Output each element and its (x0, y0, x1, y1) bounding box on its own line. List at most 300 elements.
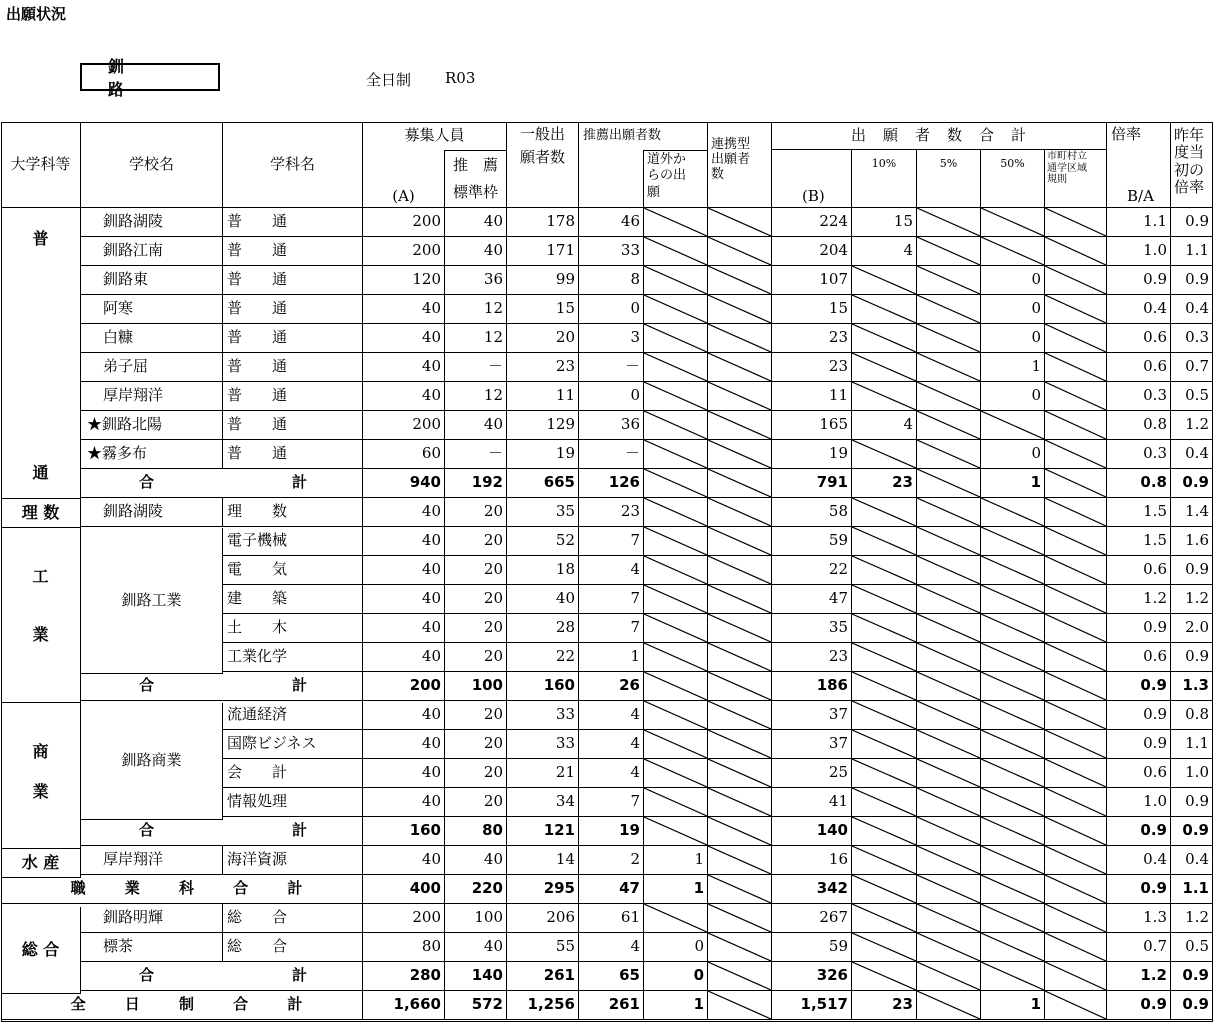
diagonal-slash (917, 266, 980, 294)
cell-p50 (981, 962, 1045, 991)
cell-ratio: 0.3 (1107, 382, 1171, 411)
cell-prev: 1.2 (1171, 904, 1213, 933)
cell-general: 295 (507, 875, 579, 904)
cell-total: 224 (772, 208, 852, 237)
cell-ratio: 0.9 (1107, 266, 1171, 295)
diagonal-slash (644, 237, 707, 265)
cell-total: 15 (772, 295, 852, 324)
cell-general: 21 (507, 759, 579, 788)
row-label-char: 科 (178, 879, 194, 898)
cell-p50: 0 (981, 295, 1045, 324)
cell-muni (1045, 759, 1107, 788)
cell-ratio: 1.2 (1107, 962, 1171, 991)
cell-ratio: 0.4 (1107, 846, 1171, 875)
diagonal-slash (852, 962, 916, 990)
header-general (507, 122, 579, 208)
diagonal-slash (1045, 759, 1106, 787)
cell-p10 (852, 643, 917, 672)
cell-sapp: 4 (579, 759, 644, 788)
cell-renkei (708, 266, 772, 295)
diagonal-slash (644, 440, 707, 468)
diagonal-slash (708, 585, 771, 613)
cell-general: 261 (507, 962, 579, 991)
cell-p5 (917, 875, 981, 904)
diagonal-slash (981, 556, 1044, 584)
diagonal-slash (708, 730, 771, 758)
cell-recruit: 400 (363, 875, 445, 904)
header-school: 学校名 (81, 122, 223, 208)
cell-p5 (917, 208, 981, 237)
cell-general: 33 (507, 730, 579, 759)
cell-ratio: 0.9 (1107, 991, 1171, 1020)
cell-p10: 4 (852, 411, 917, 440)
dept-name: 建 築 (223, 585, 363, 614)
cell-p5 (917, 527, 981, 556)
cell-p50 (981, 411, 1045, 440)
cell-recruit: 120 (363, 266, 445, 295)
cell-muni (1045, 440, 1107, 469)
cell-muni (1045, 527, 1107, 556)
cell-p5 (917, 469, 981, 498)
cell-sapp: 47 (579, 875, 644, 904)
cell-total: 326 (772, 962, 852, 991)
cell-total: 37 (772, 730, 852, 759)
cell-sapp: 4 (579, 556, 644, 585)
cell-p10 (852, 759, 917, 788)
diagonal-slash (708, 411, 771, 439)
cell-muni (1045, 208, 1107, 237)
cell-total: 204 (772, 237, 852, 266)
row-label (81, 962, 363, 991)
cell-ratio: 1.5 (1107, 527, 1171, 556)
diagonal-slash (1045, 527, 1106, 555)
row-label-char: 合 (233, 879, 249, 898)
diagonal-slash (708, 962, 771, 990)
cell-p5 (917, 962, 981, 991)
diagonal-slash (852, 614, 916, 642)
diagonal-slash (708, 991, 771, 1019)
cell-suisen: 80 (445, 817, 507, 846)
cell-general: 160 (507, 672, 579, 701)
cell-prev: 2.0 (1171, 614, 1213, 643)
diagonal-slash (708, 817, 771, 845)
cell-recruit: 1,660 (363, 991, 445, 1020)
diagonal-slash (917, 730, 980, 758)
diagonal-slash (917, 556, 980, 584)
category-shogyo-2: 業 (32, 782, 49, 802)
diagonal-slash (981, 208, 1044, 236)
diagonal-slash (644, 701, 707, 729)
diagonal-slash (852, 730, 916, 758)
dept-name: 普 通 (223, 411, 363, 440)
cell-general: 52 (507, 527, 579, 556)
cell-general: 171 (507, 237, 579, 266)
cell-renkei (708, 962, 772, 991)
cell-recruit: 200 (363, 672, 445, 701)
cell-suisen: 100 (445, 904, 507, 933)
header-renkei-2: 出願者 (711, 151, 751, 167)
cell-outside: 1 (644, 846, 708, 875)
diagonal-slash (644, 324, 707, 352)
header-outside (644, 150, 708, 208)
cell-recruit: 40 (363, 382, 445, 411)
diagonal-slash (644, 585, 707, 613)
diagonal-slash (644, 556, 707, 584)
header-prev-3: 初の (1174, 160, 1205, 179)
cell-renkei (708, 643, 772, 672)
cell-sapp: 36 (579, 411, 644, 440)
diagonal-slash (1045, 933, 1106, 961)
diagonal-slash (708, 527, 771, 555)
diagonal-slash (1045, 498, 1106, 526)
cell-p10: 23 (852, 991, 917, 1020)
cell-p5 (917, 440, 981, 469)
diagonal-slash (1045, 324, 1106, 352)
cell-ratio: 1.2 (1107, 585, 1171, 614)
diagonal-slash (708, 846, 771, 874)
cell-total: 59 (772, 933, 852, 962)
cell-prev: 1.6 (1171, 527, 1213, 556)
diagonal-slash (708, 643, 771, 671)
cell-ratio: 1.5 (1107, 498, 1171, 527)
row-label-char: 合 (139, 676, 155, 695)
cell-outside: 1 (644, 875, 708, 904)
cell-sapp: 46 (579, 208, 644, 237)
cell-recruit: 160 (363, 817, 445, 846)
cell-sapp: 23 (579, 498, 644, 527)
cell-prev: 0.9 (1171, 556, 1213, 585)
cell-renkei (708, 817, 772, 846)
cell-recruit: 40 (363, 556, 445, 585)
school-name: 釧路江南 (81, 237, 223, 266)
cell-outside (644, 411, 708, 440)
diagonal-slash (981, 643, 1044, 671)
dept-name: 会 計 (223, 759, 363, 788)
cell-prev: 1.2 (1171, 585, 1213, 614)
cell-total: 37 (772, 701, 852, 730)
diagonal-slash (708, 904, 771, 932)
cell-outside (644, 324, 708, 353)
cell-ratio: 0.9 (1107, 817, 1171, 846)
cell-muni (1045, 266, 1107, 295)
cell-p5 (917, 266, 981, 295)
school-name: 釧路東 (81, 266, 223, 295)
cell-p50 (981, 672, 1045, 701)
cell-total: 267 (772, 904, 852, 933)
cell-sapp: 7 (579, 585, 644, 614)
cell-muni (1045, 382, 1107, 411)
diagonal-slash (1045, 730, 1106, 758)
cell-sapp: 126 (579, 469, 644, 498)
diagonal-slash (708, 759, 771, 787)
row-label-char: 全 (70, 995, 86, 1014)
cell-ratio: 1.3 (1107, 904, 1171, 933)
cell-sapp: 4 (579, 933, 644, 962)
diagonal-slash (917, 672, 980, 700)
row-label-char: 制 (178, 995, 194, 1014)
row-label-char: 業 (124, 879, 140, 898)
cell-ratio: 0.6 (1107, 556, 1171, 585)
cell-prev: 1.1 (1171, 875, 1213, 904)
cell-p10 (852, 672, 917, 701)
cell-p50 (981, 933, 1045, 962)
cell-p5 (917, 759, 981, 788)
category-kogyo-2: 業 (32, 625, 49, 645)
diagonal-slash (1045, 875, 1106, 903)
diagonal-slash (917, 411, 980, 439)
header-suisen-applicants: 推薦出願者数 (579, 122, 708, 150)
header-renkei-3: 数 (711, 166, 725, 182)
header-p10: 10% (852, 150, 917, 208)
cell-suisen: 20 (445, 788, 507, 817)
cell-recruit: 40 (363, 324, 445, 353)
diagonal-slash (708, 295, 771, 323)
diagonal-slash (917, 817, 980, 845)
cell-p50 (981, 759, 1045, 788)
header-renkei (708, 122, 772, 208)
diagonal-slash (981, 904, 1044, 932)
diagonal-slash (1045, 701, 1106, 729)
diagonal-slash (852, 904, 916, 932)
cell-p10 (852, 353, 917, 382)
cell-renkei (708, 469, 772, 498)
diagonal-slash (917, 295, 980, 323)
cell-ratio: 0.9 (1107, 672, 1171, 701)
cell-ratio: 0.9 (1107, 875, 1171, 904)
header-category: 大学科等 (1, 122, 81, 208)
cell-p10: 15 (852, 208, 917, 237)
row-label-char: 計 (287, 879, 303, 898)
diagonal-slash (708, 266, 771, 294)
header-muni-1: 市町村立 (1047, 151, 1087, 162)
cell-general: 22 (507, 643, 579, 672)
cell-recruit: 40 (363, 759, 445, 788)
category-futsu (1, 208, 81, 499)
cell-total: 35 (772, 614, 852, 643)
cell-suisen: 12 (445, 382, 507, 411)
district-label: 釧 路 (80, 63, 220, 91)
cell-outside (644, 904, 708, 933)
dept-name: 普 通 (223, 440, 363, 469)
cell-general: 33 (507, 701, 579, 730)
cell-ratio: 1.0 (1107, 237, 1171, 266)
diagonal-slash (852, 440, 916, 468)
diagonal-slash (917, 904, 980, 932)
cell-muni (1045, 846, 1107, 875)
cell-total: 23 (772, 643, 852, 672)
cell-p10 (852, 788, 917, 817)
cell-recruit: 40 (363, 846, 445, 875)
cell-p10 (852, 817, 917, 846)
cell-p50 (981, 556, 1045, 585)
cell-general: 20 (507, 324, 579, 353)
cell-muni (1045, 556, 1107, 585)
diagonal-slash (981, 411, 1044, 439)
diagonal-slash (644, 614, 707, 642)
category-futsu-1: 普 (32, 229, 49, 248)
year-code: R03 (445, 69, 476, 87)
diagonal-slash (1045, 237, 1106, 265)
cell-recruit: 80 (363, 933, 445, 962)
cell-sapp: 2 (579, 846, 644, 875)
header-outside-1: 道外か (647, 152, 687, 167)
cell-renkei (708, 672, 772, 701)
diagonal-slash (917, 237, 980, 265)
cell-outside (644, 266, 708, 295)
cell-sapp: 1 (579, 643, 644, 672)
cell-suisen: 192 (445, 469, 507, 498)
cell-muni (1045, 324, 1107, 353)
dept-name: 電 気 (223, 556, 363, 585)
cell-muni (1045, 672, 1107, 701)
diagonal-slash (708, 788, 771, 816)
cell-ratio: 0.4 (1107, 295, 1171, 324)
diagonal-slash (644, 527, 707, 555)
diagonal-slash (917, 759, 980, 787)
cell-p50 (981, 643, 1045, 672)
diagonal-slash (644, 672, 707, 700)
cell-muni (1045, 353, 1107, 382)
cell-prev: 1.3 (1171, 672, 1213, 701)
cell-p5 (917, 730, 981, 759)
cell-renkei (708, 527, 772, 556)
cell-general: 665 (507, 469, 579, 498)
row-label-char: 合 (139, 821, 155, 840)
cell-sapp: 7 (579, 614, 644, 643)
cell-ratio: 0.7 (1107, 933, 1171, 962)
diagonal-slash (708, 614, 771, 642)
diagonal-slash (852, 295, 916, 323)
diagonal-slash (852, 556, 916, 584)
cell-p50 (981, 614, 1045, 643)
dept-name: 普 通 (223, 237, 363, 266)
header-suisen-top: 推 薦 (452, 155, 498, 174)
cell-p10 (852, 933, 917, 962)
cell-sapp: 0 (579, 382, 644, 411)
cell-recruit: 40 (363, 527, 445, 556)
cell-ratio: 1.0 (1107, 788, 1171, 817)
dept-name: 普 通 (223, 382, 363, 411)
cell-suisen: 20 (445, 527, 507, 556)
category-shogyo (1, 703, 81, 849)
row-label-char: 日 (124, 995, 140, 1014)
school-name: 標茶 (81, 933, 223, 962)
diagonal-slash (1045, 904, 1106, 932)
cell-sapp: 7 (579, 527, 644, 556)
cell-general: 55 (507, 933, 579, 962)
cell-renkei (708, 788, 772, 817)
diagonal-slash (917, 527, 980, 555)
cell-recruit: 40 (363, 701, 445, 730)
diagonal-slash (644, 208, 707, 236)
cell-p10 (852, 730, 917, 759)
cell-outside (644, 556, 708, 585)
cell-recruit: 200 (363, 237, 445, 266)
cell-recruit: 40 (363, 730, 445, 759)
dept-name: 工業化学 (223, 643, 363, 672)
system-label: 全日制 (366, 71, 412, 89)
cell-p10 (852, 440, 917, 469)
cell-outside (644, 585, 708, 614)
category-risu: 理 数 (1, 499, 81, 528)
cell-suisen: 12 (445, 324, 507, 353)
cell-prev: 0.3 (1171, 324, 1213, 353)
cell-ratio: 0.6 (1107, 353, 1171, 382)
cell-muni (1045, 962, 1107, 991)
cell-general: 129 (507, 411, 579, 440)
cell-general: 14 (507, 846, 579, 875)
cell-renkei (708, 759, 772, 788)
cell-muni (1045, 933, 1107, 962)
diagonal-slash (644, 411, 707, 439)
cell-muni (1045, 643, 1107, 672)
cell-outside (644, 237, 708, 266)
cell-p50 (981, 498, 1045, 527)
cell-p10 (852, 875, 917, 904)
cell-suisen: 572 (445, 991, 507, 1020)
cell-p5 (917, 353, 981, 382)
cell-p50: 1 (981, 469, 1045, 498)
header-recruit-a: (A) (363, 150, 445, 208)
cell-total: 59 (772, 527, 852, 556)
diagonal-slash (981, 846, 1044, 874)
header-dept: 学科名 (223, 122, 363, 208)
cell-p10 (852, 498, 917, 527)
cell-total: 140 (772, 817, 852, 846)
diagonal-slash (981, 730, 1044, 758)
diagonal-slash (981, 585, 1044, 613)
cell-outside (644, 614, 708, 643)
cell-prev: 1.4 (1171, 498, 1213, 527)
cell-ratio: 0.9 (1107, 614, 1171, 643)
cell-p5 (917, 788, 981, 817)
cell-ratio: 0.9 (1107, 730, 1171, 759)
cell-sapp: － (579, 353, 644, 382)
cell-renkei (708, 556, 772, 585)
cell-p10: 23 (852, 469, 917, 498)
header-muni (1045, 150, 1107, 208)
dept-name: 総 合 (223, 904, 363, 933)
row-label (1, 875, 363, 904)
cell-p5 (917, 672, 981, 701)
cell-general: 1,256 (507, 991, 579, 1020)
row-label (81, 817, 363, 846)
cell-recruit: 40 (363, 295, 445, 324)
cell-p10 (852, 556, 917, 585)
cell-p10 (852, 324, 917, 353)
diagonal-slash (708, 498, 771, 526)
cell-outside (644, 759, 708, 788)
diagonal-slash (852, 498, 916, 526)
header-prev-2: 度当 (1174, 143, 1205, 162)
cell-p10 (852, 904, 917, 933)
cell-sapp: － (579, 440, 644, 469)
cell-outside (644, 382, 708, 411)
cell-p5 (917, 933, 981, 962)
diagonal-slash (981, 527, 1044, 555)
cell-general: 99 (507, 266, 579, 295)
cell-p10 (852, 382, 917, 411)
cell-suisen: － (445, 353, 507, 382)
cell-general: 23 (507, 353, 579, 382)
school-name: 阿寒 (81, 295, 223, 324)
cell-p5 (917, 382, 981, 411)
diagonal-slash (644, 266, 707, 294)
cell-p50 (981, 208, 1045, 237)
cell-ratio: 0.6 (1107, 759, 1171, 788)
cell-p50 (981, 730, 1045, 759)
row-label-char: 計 (291, 473, 307, 492)
